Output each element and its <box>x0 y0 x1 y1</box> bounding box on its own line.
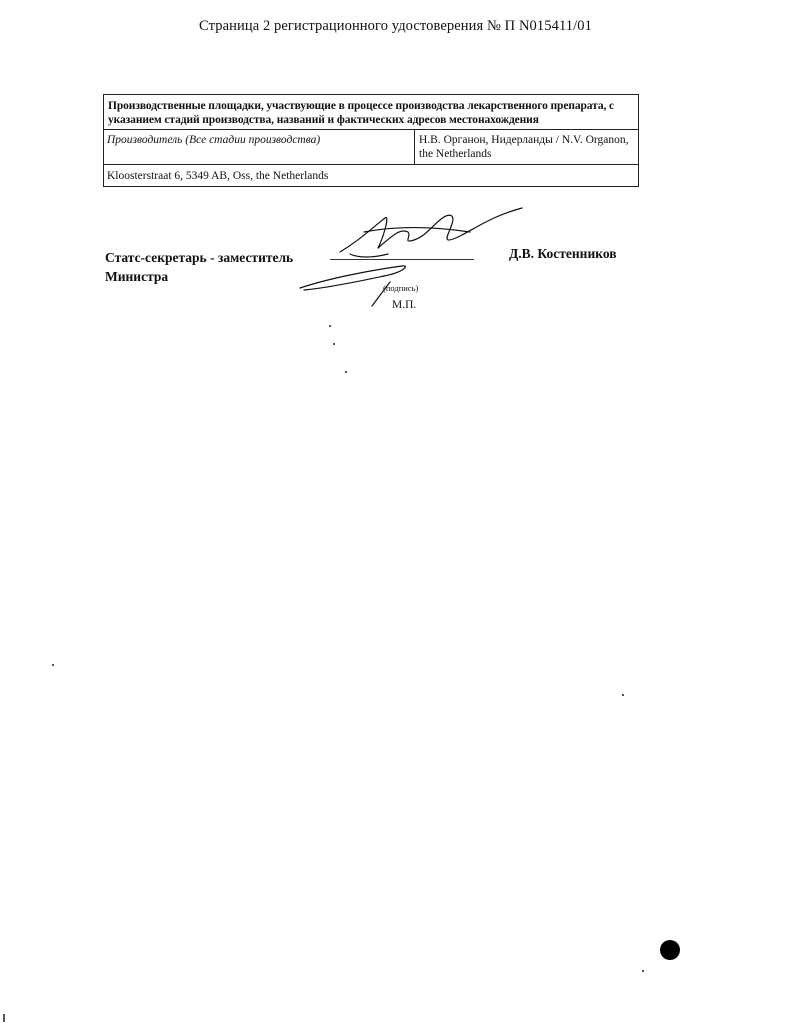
scan-speck <box>52 664 54 666</box>
signatory-position-text: Статс-секретарь - заместитель Министра <box>105 250 294 284</box>
signature-line <box>330 259 474 260</box>
signatory-position <box>105 248 315 286</box>
page-header-title: Страница 2 регистрационного удостоверения № П N015411/01 <box>199 18 592 34</box>
manufacturer-address: Kloosterstraat 6, 5349 AB, Oss, the Netherlands <box>107 170 329 182</box>
signature-caption: (подпись) <box>383 283 419 293</box>
table-heading: Производственные площадки, участвующие в процессе производства лекарственного препарата, с указанием стадий производства, названий и фактических адресов местонахождения <box>108 100 615 126</box>
stamp-mark: М.П. <box>392 299 417 311</box>
scan-speck <box>333 343 335 345</box>
manufacturer-role: Производитель (Все стадии производства) <box>104 130 415 164</box>
production-sites-table <box>103 94 639 187</box>
scan-speck <box>329 325 331 327</box>
address-row <box>104 164 638 186</box>
scan-speck <box>622 694 624 696</box>
manufacturer-row <box>104 129 638 164</box>
scan-speck <box>3 1014 5 1022</box>
scan-speck <box>345 371 347 373</box>
signatory-name: Д.В. Костенников <box>509 246 617 261</box>
punch-hole-dot <box>660 940 680 960</box>
table-heading-row <box>104 95 638 129</box>
manufacturer-name: Н.В. Органон, Нидерланды / N.V. Organon, the Netherlands <box>419 134 629 160</box>
scan-speck <box>642 970 644 972</box>
